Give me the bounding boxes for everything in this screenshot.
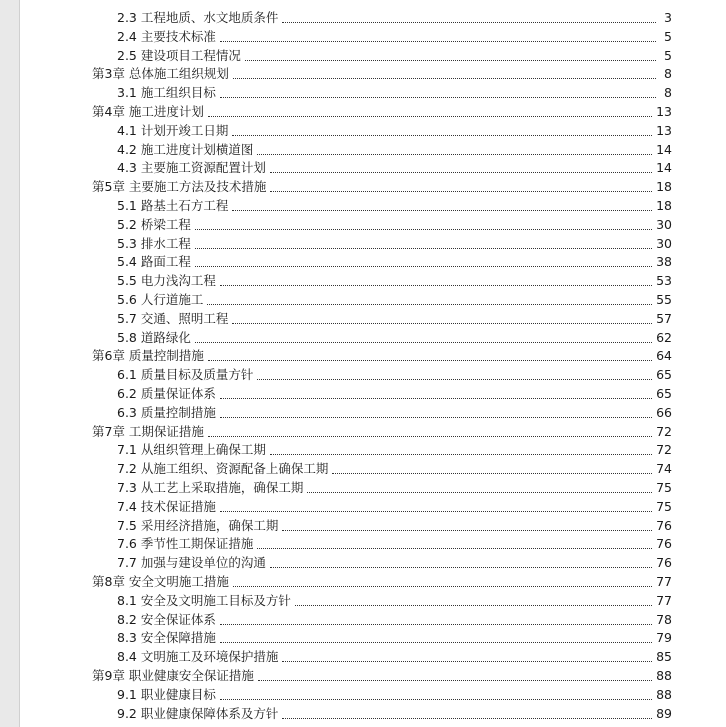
toc-section-entry[interactable]	[117, 554, 672, 572]
toc-page-number: 18	[656, 198, 672, 213]
toc-dot-leader	[208, 359, 652, 361]
toc-dot-leader	[220, 96, 656, 98]
toc-page-number: 8	[664, 85, 672, 101]
toc-dot-leader	[270, 190, 652, 192]
toc-entry-title: 5.4 路面工程	[117, 254, 191, 270]
toc-entry-title: 7.2 从施工组织、资源配备上确保工期	[117, 461, 329, 477]
page-margin-gutter	[0, 0, 20, 727]
toc-entry-title: 第4章 施工进度计划	[92, 104, 204, 119]
toc-page-number: 76	[656, 555, 672, 571]
toc-page-number: 76	[656, 536, 672, 552]
toc-entry-title: 6.3 质量控制措施	[117, 404, 216, 420]
toc-dot-leader	[257, 378, 652, 380]
toc-section-entry[interactable]	[117, 84, 672, 102]
toc-chapter-entry[interactable]	[92, 667, 672, 685]
toc-section-entry[interactable]	[117, 460, 672, 478]
toc-section-entry[interactable]	[117, 272, 672, 290]
toc-dot-leader	[232, 322, 652, 324]
toc-page-number: 78	[656, 611, 672, 627]
toc-section-entry[interactable]	[117, 404, 672, 422]
toc-dot-leader	[208, 435, 652, 437]
toc-section-entry[interactable]	[117, 705, 672, 723]
toc-dot-leader	[282, 21, 656, 23]
toc-dot-leader	[220, 510, 652, 512]
toc-page-number: 18	[656, 179, 672, 195]
toc-section-entry[interactable]	[117, 366, 672, 384]
toc-entry-title: 2.5 建设项目工程情况	[117, 47, 241, 63]
toc-entry-title: 2.4 主要技术标准	[117, 28, 216, 44]
toc-section-entry[interactable]	[117, 310, 672, 328]
toc-entry-title: 5.8 道路绿化	[117, 329, 191, 345]
toc-page-number: 13	[656, 104, 672, 119]
toc-chapter-entry[interactable]	[92, 103, 672, 121]
toc-section-entry[interactable]	[117, 216, 672, 234]
toc-dot-leader	[295, 604, 652, 606]
toc-page-number: 30	[656, 216, 672, 232]
toc-entry-title: 9.1 职业健康目标	[117, 686, 216, 702]
toc-page-number: 88	[656, 686, 672, 702]
toc-page-number: 3	[664, 10, 672, 25]
toc-dot-leader	[282, 529, 652, 531]
toc-entry-title: 8.1 安全及文明施工目标及方针	[117, 592, 291, 608]
toc-entry-title: 8.4 文明施工及环境保护措施	[117, 649, 279, 665]
toc-chapter-entry[interactable]	[92, 423, 672, 441]
toc-entry-title: 第6章 质量控制措施	[92, 348, 204, 364]
toc-section-entry[interactable]	[117, 28, 672, 46]
toc-dot-leader	[207, 303, 652, 305]
toc-entry-title: 9.2 职业健康保障体系及方针	[117, 705, 279, 721]
toc-entry-title: 8.3 安全保障措施	[117, 630, 216, 646]
toc-entry-title: 5.6 人行道施工	[117, 292, 204, 307]
toc-section-entry[interactable]	[117, 648, 672, 666]
toc-entry-title: 第8章 安全文明施工措施	[92, 574, 229, 589]
toc-dot-leader	[208, 115, 652, 117]
toc-page-number: 14	[656, 160, 672, 176]
toc-entry-title: 5.7 交通、照明工程	[117, 310, 229, 326]
toc-entry-title: 2.3 工程地质、水文地质条件	[117, 10, 279, 25]
toc-chapter-entry[interactable]	[92, 573, 672, 591]
toc-section-entry[interactable]	[117, 385, 672, 403]
toc-entry-title: 5.1 路基土石方工程	[117, 198, 229, 213]
toc-page-number: 55	[656, 292, 672, 307]
toc-page-number: 53	[656, 273, 672, 289]
toc-entry-title: 7.4 技术保证措施	[117, 498, 216, 514]
toc-dot-leader	[220, 416, 652, 418]
toc-page-number: 65	[656, 386, 672, 401]
toc-section-entry[interactable]	[117, 159, 672, 177]
toc-page-number: 85	[656, 649, 672, 665]
toc-page-number: 72	[656, 423, 672, 439]
toc-dot-leader	[195, 265, 652, 267]
toc-section-entry[interactable]	[117, 498, 672, 516]
toc-dot-leader	[233, 77, 656, 79]
toc-page-number: 13	[656, 122, 672, 138]
toc-dot-leader	[270, 453, 652, 455]
toc-entry-title: 第9章 职业健康安全保证措施	[92, 668, 254, 683]
toc-dot-leader	[332, 472, 652, 474]
toc-dot-leader	[282, 717, 652, 719]
toc-page-number: 62	[656, 329, 672, 345]
toc-page-number: 74	[656, 461, 672, 477]
toc-page-number: 64	[656, 348, 672, 364]
toc-dot-leader	[232, 134, 652, 136]
toc-entry-title: 5.2 桥梁工程	[117, 216, 191, 232]
toc-entry-title: 8.2 安全保证体系	[117, 611, 216, 627]
toc-section-entry[interactable]	[117, 479, 672, 497]
toc-dot-leader	[270, 171, 652, 173]
toc-section-entry[interactable]	[117, 592, 672, 610]
toc-dot-leader	[282, 660, 652, 662]
toc-dot-leader	[195, 341, 652, 343]
toc-entry-title: 第5章 主要施工方法及技术措施	[92, 179, 267, 195]
toc-entry-title: 5.5 电力浅沟工程	[117, 273, 216, 289]
toc-section-entry[interactable]	[117, 629, 672, 647]
toc-entry-title: 6.2 质量保证体系	[117, 386, 216, 401]
toc-page-number: 65	[656, 367, 672, 383]
toc-dot-leader	[195, 228, 652, 230]
toc-section-entry[interactable]	[117, 441, 672, 459]
toc-entry-title: 7.3 从工艺上采取措施，确保工期	[117, 480, 304, 495]
toc-dot-leader	[257, 547, 652, 549]
toc-dot-leader	[270, 566, 652, 568]
toc-entry-title: 4.3 主要施工资源配置计划	[117, 160, 266, 176]
toc-chapter-entry[interactable]	[92, 65, 672, 83]
toc-dot-leader	[232, 209, 652, 211]
toc-page-number: 66	[656, 404, 672, 420]
toc-entry-title: 4.1 计划开竣工日期	[117, 122, 229, 138]
toc-section-entry[interactable]	[117, 9, 672, 27]
toc-page-number: 30	[656, 235, 672, 251]
toc-section-entry[interactable]	[117, 47, 672, 65]
toc-page-number: 72	[656, 442, 672, 458]
toc-dot-leader	[220, 623, 652, 625]
toc-page-number: 8	[664, 66, 672, 82]
toc-entry-title: 7.5 采用经济措施，确保工期	[117, 517, 279, 533]
toc-page-number: 5	[664, 47, 672, 63]
toc-page-number: 14	[656, 141, 672, 157]
toc-section-entry[interactable]	[117, 535, 672, 553]
toc-page-number: 76	[656, 517, 672, 533]
toc-page-number: 77	[656, 592, 672, 608]
toc-section-entry[interactable]	[117, 517, 672, 535]
toc-entry-title: 3.1 施工组织目标	[117, 85, 216, 101]
toc-entry-title: 7.7 加强与建设单位的沟通	[117, 555, 266, 571]
toc-entry-title: 第7章 工期保证措施	[92, 423, 204, 439]
toc-section-entry[interactable]	[117, 122, 672, 140]
toc-entry-title: 6.1 质量目标及质量方针	[117, 367, 254, 383]
toc-page-number: 5	[664, 28, 672, 44]
toc-page-number: 79	[656, 630, 672, 646]
toc-dot-leader	[258, 679, 652, 681]
toc-section-entry[interactable]	[117, 253, 672, 271]
toc-chapter-entry[interactable]	[92, 178, 672, 196]
toc-dot-leader	[307, 491, 652, 493]
toc-dot-leader	[220, 641, 652, 643]
toc-section-entry[interactable]	[117, 611, 672, 629]
toc-dot-leader	[220, 397, 652, 399]
toc-entry-title: 7.6 季节性工期保证措施	[117, 536, 254, 552]
toc-dot-leader	[257, 153, 652, 155]
toc-page-number: 75	[656, 480, 672, 495]
toc-page-number: 38	[656, 254, 672, 270]
toc-page-number: 89	[656, 705, 672, 721]
toc-section-entry[interactable]	[117, 235, 672, 253]
toc-entry-title: 第3章 总体施工组织规划	[92, 66, 229, 82]
toc-page-number: 75	[656, 498, 672, 514]
toc-section-entry[interactable]	[117, 329, 672, 347]
toc-entry-title: 7.1 从组织管理上确保工期	[117, 442, 266, 458]
toc-page-number: 57	[656, 310, 672, 326]
toc-page-number: 77	[656, 574, 672, 589]
toc-section-entry[interactable]	[117, 686, 672, 704]
toc-section-entry[interactable]	[117, 141, 672, 159]
toc-dot-leader	[233, 585, 652, 587]
toc-section-entry[interactable]	[117, 291, 672, 309]
toc-dot-leader	[220, 40, 656, 42]
toc-entry-title: 4.2 施工进度计划横道图	[117, 141, 254, 157]
toc-dot-leader	[245, 59, 656, 61]
toc-page-number: 88	[656, 668, 672, 683]
toc-dot-leader	[220, 284, 652, 286]
toc-section-entry[interactable]	[117, 197, 672, 215]
toc-dot-leader	[220, 698, 652, 700]
toc-chapter-entry[interactable]	[92, 347, 672, 365]
toc-dot-leader	[195, 247, 652, 249]
toc-entry-title: 5.3 排水工程	[117, 235, 191, 251]
